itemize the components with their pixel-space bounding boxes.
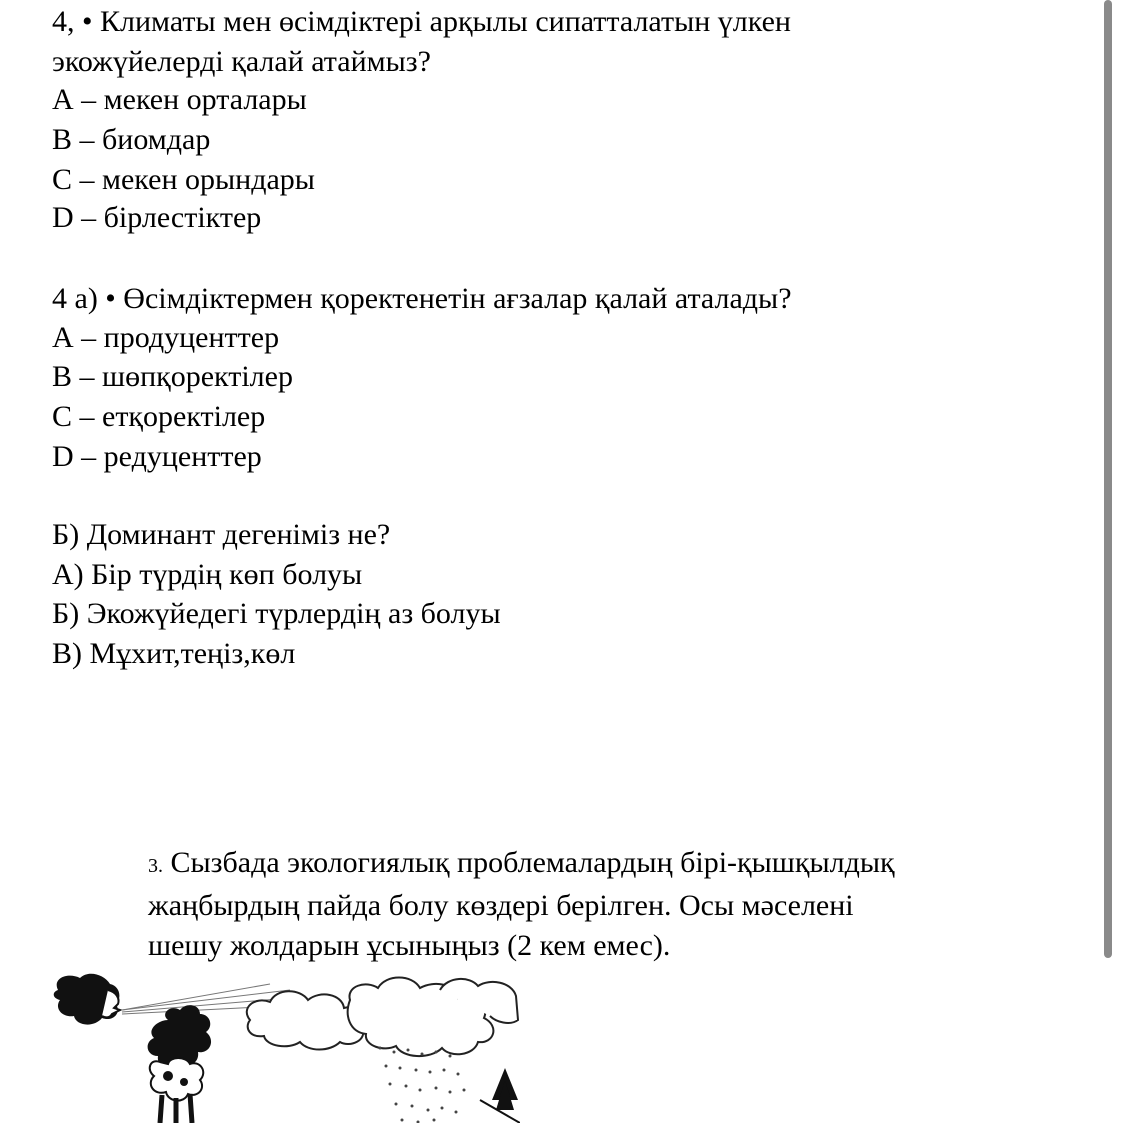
qb-option-b: Б) Экожүйедегі түрлердің аз болуы <box>52 597 501 630</box>
wind-face-icon <box>54 974 120 1025</box>
q4a-title: 4 а) • Өсімдіктермен қоректенетін ағзалар қалай аталады? <box>52 282 792 315</box>
qb-title: Б) Доминант дегеніміз не? <box>52 518 391 551</box>
q3-line1 <box>148 843 1048 886</box>
qb-option-a: А) Бір түрдің көп болуы <box>52 558 363 591</box>
q4-option-a: А – мекен орталары <box>52 83 307 116</box>
q4a-option-b: В – шөпқоректілер <box>52 360 293 393</box>
vertical-scrollbar[interactable] <box>1104 0 1112 958</box>
q4-option-d: D – бірлестіктер <box>52 201 262 234</box>
q4-option-c: С – мекен орындары <box>52 163 315 196</box>
rain-drops <box>379 1047 466 1123</box>
q4-title-line2: экожүйелерді қалай атаймыз? <box>52 45 431 78</box>
smoke-icon <box>148 1005 211 1123</box>
cloud-icon <box>247 978 518 1057</box>
tree-icon <box>480 1068 520 1123</box>
q4-title-line1: 4, • Климаты мен өсімдіктері арқылы сипатталатын үлкен <box>52 5 791 38</box>
q4a-option-a: А – продуценттер <box>52 321 280 354</box>
q3-line3: шешу жолдарын ұсыныңыз (2 кем емес). <box>148 929 671 962</box>
qb-option-c: В) Мұхит,теңіз,көл <box>52 637 296 670</box>
q4a-option-c: С – етқоректілер <box>52 400 266 433</box>
q3-line2: жаңбырдың пайда болу көздері берілген. Осы мәселені <box>148 889 854 922</box>
q4a-option-d: D – редуценттер <box>52 440 262 473</box>
q3-block <box>148 843 1048 966</box>
acid-rain-illustration <box>50 960 520 1123</box>
q3-number: 3. <box>148 855 163 877</box>
q3-line1-text: Сызбада экологиялық проблемалардың бірі-қышқылдық <box>170 846 895 879</box>
q4-option-b: В – биомдар <box>52 123 211 156</box>
